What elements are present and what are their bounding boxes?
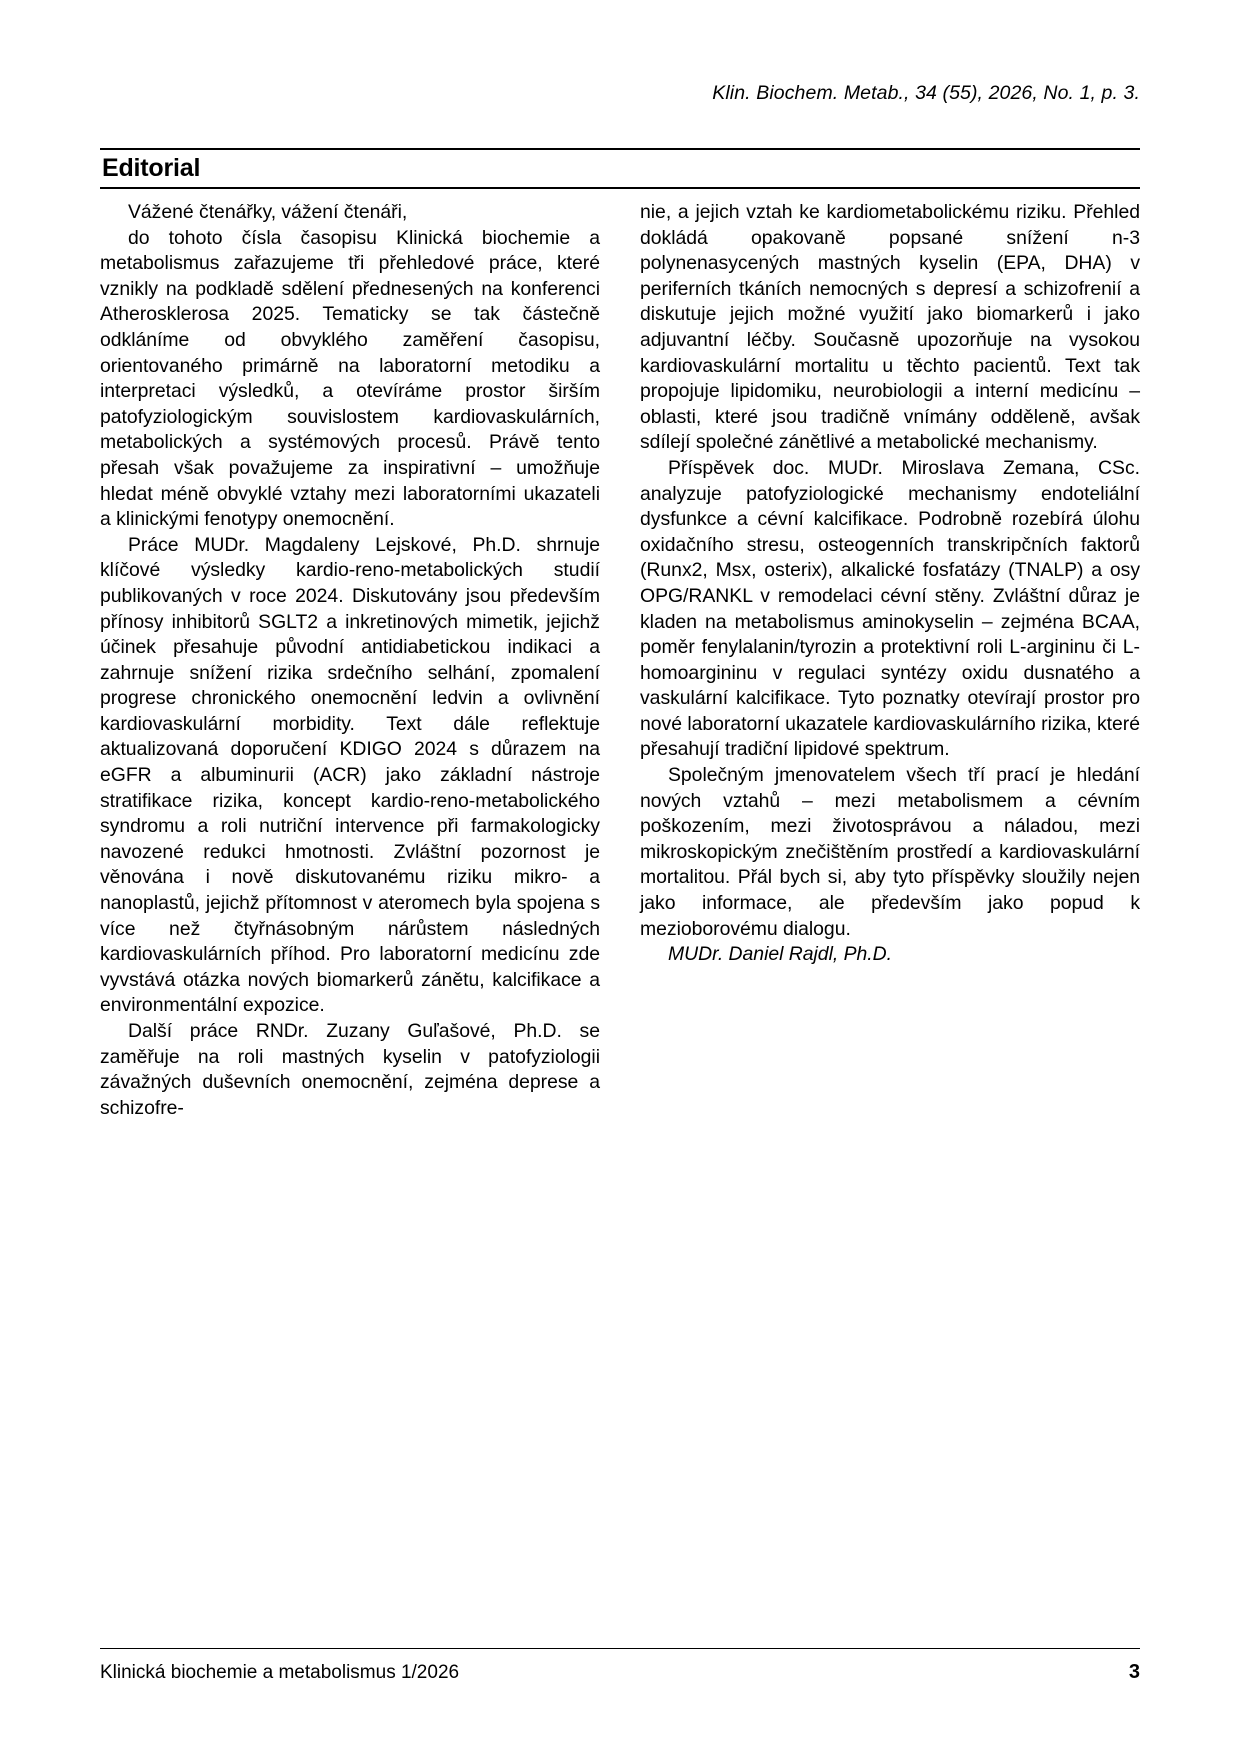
right-paragraph-3: Společným jmenovatelem všech tří prací je hledání nových vztahů – mezi metabolismem a cévním poškozením, mezi životosprávou a náladou, mezi mikroskopickým znečištěním prostředí a kardiovaskulární mortalitou. Přál bych si, aby tyto příspěvky sloužily nejen jako informace, ale především jako popud k mezioborovému dialogu. (640, 764, 1140, 940)
left-paragraph-3: Další práce RNDr. Zuzany Guľašové, Ph.D. se zaměřuje na roli mastných kyselin v patofyziologii závažných duševních onemocnění, zejména deprese a schizofre- (100, 1020, 600, 1119)
section-title-block (100, 148, 1140, 189)
footer-page-number: 3 (1128, 1661, 1140, 1683)
body-columns (100, 200, 1140, 1121)
footer-row (100, 1649, 1140, 1684)
footer-journal-title: Klinická biochemie a metabolismus 1/2026 (100, 1662, 460, 1683)
salutation-paragraph: Vážené čtenářky, vážení čtenáři, (128, 201, 408, 223)
editorial-signature: MUDr. Daniel Rajdl, Ph.D. (668, 943, 892, 966)
right-column (640, 200, 1140, 1121)
page-title: Editorial (102, 154, 201, 182)
page-footer (100, 1648, 1140, 1684)
title-rule-bottom (100, 187, 1140, 189)
right-paragraph-2: Příspěvek doc. MUDr. Miroslava Zemana, CSc. analyzuje patofyziologické mechanismy endoteliální dysfunkce a cévní kalcifikace. Podrobně rozebírá úlohu oxidačního stresu, osteogenních transkripčních faktorů (Runx2, Msx, osterix), alkalické fosfatázy (TNALP) a osy OPG/RANKL v remodelaci cévní stěny. Zvláštní důraz je kladen na metabolismus aminokyselin – zejména BCAA, poměr fenylalanin/tyrozin a protektivní roli L-argininu či L-homoargininu v regulaci syntézy oxidu dusnatého a vaskulární kalcifikace. Tyto poznatky otevírají prostor pro nové laboratorní ukazatele kardiovaskulárního rizika, které přesahují tradiční lipidové spektrum. (640, 456, 1141, 761)
right-paragraph-1: nie, a jejich vztah ke kardiometabolickému riziku. Přehled dokládá opakovaně popsané snížení n-3 polynenasycených mastných kyselin (EPA, DHA) v periferních tkáních nemocných s depresí a schizofrenií a diskutuje jejich možné využití jako biomarkerů i jako adjuvantní léčby. Současně upozorňuje na vysokou kardiovaskulární mortalitu u těchto pacientů. Text tak propojuje lipidomiku, neurobiologii a interní medicínu – oblasti, které jsou tradičně vnímány odděleně, avšak sdílejí společné zánětlivé a metabolické mechanismy. (640, 201, 1140, 454)
left-column (100, 200, 600, 1121)
left-paragraph-1: do tohoto čísla časopisu Klinická biochemie a metabolismus zařazujeme tři přehledové práce, které vznikly na podkladě sdělení přednesených na konferenci Atherosklerosa 2025. Tematicky se tak částečně odkláníme od obvyklého zaměření časopisu, orientovaného primárně na laboratorní metodiku a interpretaci výsledků, a otevíráme prostor širším patofyziologickým souvislostem kardiovaskulárních, metabolických a systémových procesů. Právě tento přesah však považujeme za inspirativní – umožňuje hledat méně obvyklé vztahy mezi laboratorními ukazateli a klinickými fenotypy onemocnění. (100, 226, 600, 531)
left-paragraph-2: Práce MUDr. Magdaleny Lejskové, Ph.D. shrnuje klíčové výsledky kardio-reno-metabolických studií publikovaných v roce 2024. Diskutovány jsou především přínosy inhibitorů SGLT2 a inkretinových mimetik, jejichž účinek přesahuje původní antidiabetickou indikaci a zahrnuje snížení rizika srdečního selhání, zpomalení progrese chronického onemocnění ledvin a ovlivnění kardiovaskulární morbidity. Text dále reflektuje aktualizovaná doporučení KDIGO 2024 s důrazem na eGFR a albuminurii (ACR) jako základní nástroje stratifikace rizika, koncept kardio-reno-metabolického syndromu a roli nutriční intervence při farmakologicky navozené redukci hmotnosti. Zvláštní pozornost je věnována i nově diskutovanému riziku mikro- a nanoplastů, jejichž přítomnost v ateromech byla spojena s více než čtyřnásobným nárůstem následných kardiovaskulárních příhod. Pro laboratorní medicínu zde vyvstává otázka nových biomarkerů zánětu, kalcifikace a environmentální expozice. (100, 533, 600, 1017)
running-head: Klin. Biochem. Metab., 34 (55), 2026, No. 1, p. 3. (712, 82, 1140, 104)
